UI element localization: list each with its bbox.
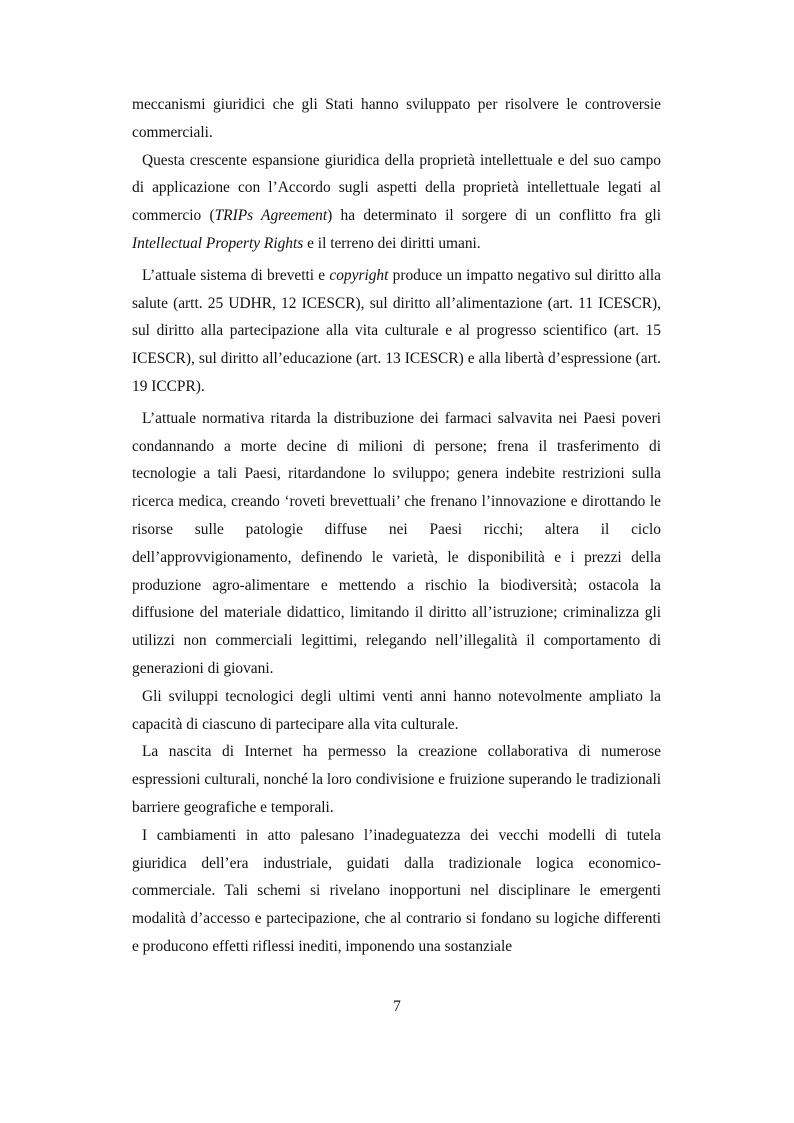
paragraph-technological-developments: Gli sviluppi tecnologici degli ultimi venti anni hanno notevolmente ampliato la capacità di ciascuno di partecipare alla vita culturale. [132, 687, 661, 733]
paragraph-internet: La nascita di Internet ha permesso la creazione collaborativa di numerose espressioni culturali, nonché la loro condivisione e fruizione superando le tradizionali barriere geografiche e temporali. [132, 743, 661, 816]
italic-trips-agreement: TRIPs Agreement [214, 207, 328, 225]
paragraph-changes: I cambiamenti in atto palesano l’inadeguatezza dei vecchi modelli di tutela giuridica dell’era industriale, guidati dalla tradizionale logica economico-commerciale. Tali schemi si rivelano inopportuni nel disciplinare le emergenti modalità d’accesso e partecipazione, che al contrario si fondano su logiche differenti e producono effetti riflessi inediti, imponendo una sostanziale [132, 826, 661, 955]
page-number: 7 [393, 998, 401, 1015]
paragraph-current-regulation: L’attuale normativa ritarda la distribuzione dei farmaci salvavita nei Paesi poveri condannando a morte decine di milioni di persone; frena il trasferimento di tecnologie a tali Paesi, ritardandone lo sviluppo; genera indebite restrizioni sulla ricerca medica, creando ‘roveti brevettuali’ che frenano l’innovazione e dirottando le risorse sulle patologie diffuse nei Paesi ricchi; altera il ciclo dell’approvvigionamento, definendo le varietà, le disponibilità e i prezzi della produzione agro-alimentare e mettendo a rischio la biodiversità; ostacola la diffusione del materiale didattico, limitando il diritto all’istruzione; criminalizza gli utilizzi non commerciali legittimi, relegando nell’illegalità il comportamento di generazioni di giovani. [132, 409, 661, 677]
paragraph-patent-system: L’attuale sistema di brevetti e copyright produce un impatto negativo sul diritto alla salute (artt. 25 UDHR, 12 ICESCR), sul diritto all’alimentazione (art. 11 ICESCR), sul diritto alla partecipazione alla vita culturale e al progresso scientifico (art. 15 ICESCR), sul diritto all’educazione (art. 13 ICESCR) e alla libertà d’espressione (art. 19 ICCPR). [132, 266, 661, 395]
paragraph-trips-conflict: Questa crescente espansione giuridica della proprietà intellettuale e del suo campo di applicazione con l’Accordo sugli aspetti della proprietà intellettuale legati al commercio (TRIPs Agreement) ha determinato il sorgere di un conflitto fra gli Intellectual Property Rights e il terreno dei diritti umani. [132, 151, 661, 252]
paragraph-continuation: meccanismi giuridici che gli Stati hanno sviluppato per risolvere le controversie commerciali. [132, 96, 661, 141]
document-body [132, 91, 661, 961]
italic-copyright: copyright [329, 266, 389, 284]
italic-intellectual-property-rights: Intellectual Property Rights [132, 234, 304, 252]
